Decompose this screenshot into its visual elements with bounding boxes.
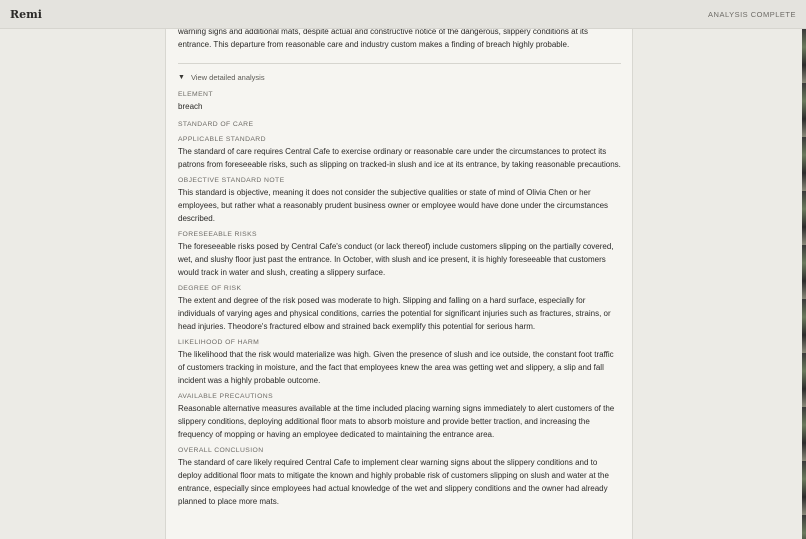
triangle-down-icon: ▼ (178, 73, 185, 81)
detailed-analysis-toggle[interactable] (178, 71, 622, 83)
section-label: DEGREE OF RISK (178, 285, 242, 292)
available-precautions-section (178, 393, 622, 441)
degree-of-risk-section (178, 285, 622, 333)
section-label: LIKELIHOOD OF HARM (178, 339, 260, 346)
section-label: OBJECTIVE STANDARD NOTE (178, 177, 285, 184)
section-label: FORESEEABLE RISKS (178, 231, 257, 238)
likelihood-of-harm-section (178, 339, 622, 387)
section-text: This standard is objective, meaning it does not consider the subjective qualities or state of mind of Olivia Chen or her employees, but rather what a reasonably prudent business owner or employee would have done under the circumstances described. (178, 188, 609, 223)
app-brand[interactable]: Remi (10, 7, 42, 21)
section-label: APPLICABLE STANDARD (178, 136, 266, 143)
foreseeable-risks-section (178, 231, 622, 279)
section-label: OVERALL CONCLUSION (178, 447, 264, 454)
analysis-panel (165, 29, 633, 539)
applicable-standard-section (178, 136, 622, 171)
section-label: AVAILABLE PRECAUTIONS (178, 393, 274, 400)
overall-conclusion-section (178, 447, 622, 508)
section-text: The standard of care requires Central Cafe to exercise ordinary or reasonable care under the circumstances to protect its patrons from foreseeable risks, such as slipping on tracked-in slush and ice at its entrance, by taking reasonable precautions. (178, 147, 621, 169)
section-text: The standard of care likely required Central Cafe to implement clear warning signs about the slippery conditions and to deploy additional floor mats to mitigate the known and highly probable risk of customers slipping on slush and water at the entrance, especially since employees had actual knowledge of the wet and slippery conditions and the owner had already planned to place more mats. (178, 458, 609, 506)
background-edge (802, 29, 806, 539)
element-value: breach (178, 102, 203, 111)
analysis-content (178, 29, 622, 508)
section-text: Reasonable alternative measures available at the time included placing warning signs immediately to alert customers of the slippery conditions, deploying additional floor mats to absorb moisture and provide better traction, and increasing the frequency of mopping or having an employee dedicated to maintaining the entrance area. (178, 404, 615, 439)
objective-standard-note-section (178, 177, 622, 225)
standard-of-care-heading: STANDARD OF CARE (178, 121, 254, 128)
analysis-status: ANALYSIS COMPLETE (708, 9, 796, 19)
section-text: The foreseeable risks posed by Central Cafe's conduct (or lack thereof) include customers slipping on the partially covered, wet, and slushy floor just past the entrance. In October, with slush and ice present, it is highly foreseeable that customers would track in water and slush, creating a slippery surface. (178, 242, 614, 277)
summary-text: warning signs and additional mats, despite actual and constructive notice of the dangerous, slippery conditions at its entrance. This departure from reasonable care and industry custom makes a finding of breach highly probable. (178, 29, 589, 49)
section-text: The extent and degree of the risk posed was moderate to high. Slipping and falling on a hard surface, especially for individuals of varying ages and physical conditions, carries the potential for significant injuries such as fractures, strains, or head injuries. Theodore's fractured elbow and strained back exemplify this potential for serious harm. (178, 296, 611, 331)
section-text: The likelihood that the risk would materialize was high. Given the presence of slush and ice outside, the constant foot traffic of customers tracking in moisture, and the fact that employees knew the area was getting wet and slippery, a slip and fall incident was a highly probable outcome. (178, 350, 614, 385)
toggle-label: View detailed analysis (190, 72, 265, 82)
element-section (178, 91, 622, 113)
top-bar (0, 0, 806, 29)
divider (178, 63, 621, 64)
element-label: ELEMENT (178, 91, 213, 98)
